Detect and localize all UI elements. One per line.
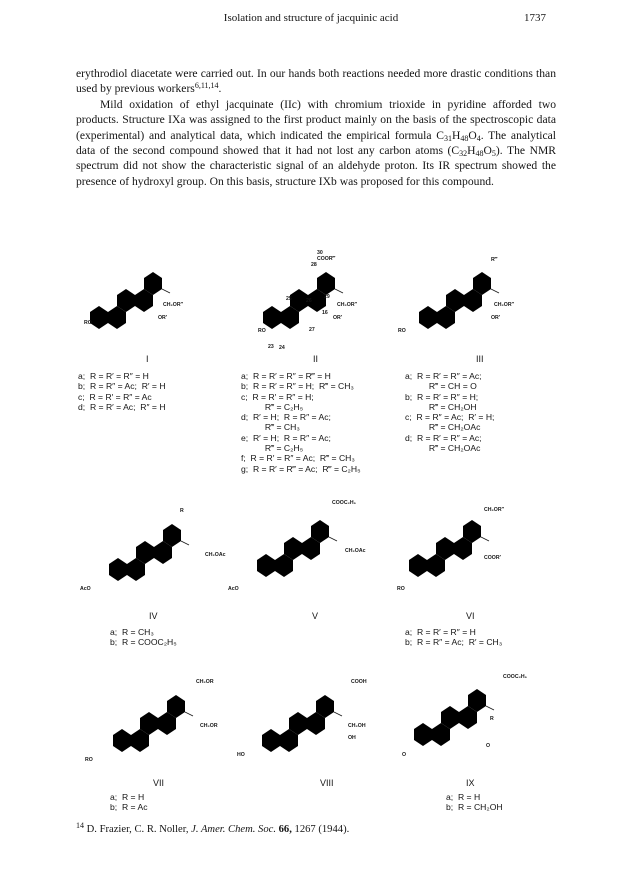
structure-VII-label-c: RO: [85, 757, 93, 763]
structure-I-label-a: CH₂OR″: [163, 302, 184, 308]
structure-II-number-26: 26: [306, 298, 312, 304]
structure-VI-label-a: CH₂OR″: [484, 507, 505, 513]
structure-VI-numeral: VI: [466, 611, 475, 621]
structure-VII: [99, 681, 249, 786]
structure-V-label-a: COOC₂H₅: [332, 500, 356, 506]
structure-IX-caption: a; R = H b; R = CH₂OH: [446, 792, 503, 813]
structure-VIII: [248, 681, 398, 786]
structure-VII-caption: a; R = H b; R = Ac: [110, 792, 148, 813]
structure-II-number-23: 23: [268, 344, 274, 350]
footnote-journal: J. Amer. Chem. Soc.: [191, 824, 276, 835]
structure-IV-caption: a; R = CH₃ b; R = COOC₂H₅: [110, 627, 177, 648]
structure-II-label-a: COOR‴: [317, 256, 336, 262]
structure-IX-label-a: COOC₂H₅: [503, 674, 527, 680]
structure-III: [405, 258, 555, 363]
structure-IX-label-d: O: [402, 752, 407, 758]
structure-IX-label-c: O: [486, 743, 491, 749]
structure-VIII-label-b: CH₂OH: [348, 723, 366, 729]
footnote-volume: 66,: [275, 824, 292, 835]
structure-I-label-b: OR′: [158, 315, 168, 321]
structure-II-number-25: 25: [286, 296, 292, 302]
paragraph-2: Mild oxidation of ethyl jacquinate (IIc) with chromium trioxide in pyridine afforded two products. Structure IXa was assigned to the first product mainly on the basis of the spectroscopic data (experimental) and analytical data, which indicated the empirical formula $C_{31}H_{48}O_4$. The analytical data of the second compound showed that it had not lost any carbon atoms $(C_{32}H_{48}O_5)$. The NMR spectrum did not show the characteristic signal of an aldehyde proton. Its IR spectrum showed the presence of hydroxyl group. On this basis, structure IXb was proposed for this compound.: [76, 97, 556, 188]
structure-VI-caption: a; R = R′ = R″ = H b; R = R″ = Ac; R′ = CH₃: [405, 627, 503, 648]
structure-II-label-b: CH₂OR″: [337, 302, 358, 308]
footnote: $^{14}$ D. Frazier, C. R. Noller, J. Amer. Chem. Soc. 66, 1267 (1944).: [76, 821, 350, 835]
structure-II-label-d: RO: [258, 328, 266, 334]
structure-II-number-28: 28: [311, 262, 317, 268]
structure-V-numeral: V: [312, 611, 319, 621]
structure-VIII-label-d: HO: [237, 752, 245, 758]
structure-VII-label-a: CH₂OR: [196, 679, 214, 685]
structure-VIII-label-c: OH: [348, 735, 356, 741]
structure-V: [243, 506, 393, 611]
running-title: Isolation and structure of jacquinic acid: [223, 12, 399, 24]
structure-II-number-24: 24: [279, 345, 285, 351]
body-text: [76, 66, 556, 189]
reference-marks: 6,11,14: [194, 81, 219, 91]
structure-I-caption: a; R = R′ = R″ = H b; R = R″ = Ac; R′ = H c; R = R′ = R″ = Ac d; R = R′ = Ac; R″ = H: [78, 371, 166, 412]
structure-IV-label-b: CH₂OAc: [205, 552, 226, 558]
structure-III-numeral: III: [476, 354, 484, 364]
structure-IV: [95, 510, 245, 615]
structure-I: [76, 258, 226, 363]
running-header: [76, 12, 546, 28]
structure-VII-numeral: VII: [153, 778, 165, 788]
structure-IX-numeral: IX: [466, 778, 475, 788]
structure-IV-numeral: IV: [149, 611, 158, 621]
structure-IX: [400, 675, 550, 780]
structure-VIII-numeral: VIII: [320, 778, 334, 788]
structure-II-numeral: II: [313, 354, 319, 364]
footnote-mark: 14: [76, 821, 84, 830]
structure-II-caption: a; R = R′ = R″ = R‴ = H b; R = R′ = R″ = H; R‴ = CH₃ c; R = R′ = R″ = H; R‴ = C₂H₅ d; R′ = H; R = R″ = Ac; R‴ = CH₃ e; R′ = H; R = R″ = Ac; R‴ = C₂H₅ f; R = R′ = R″ = Ac; R‴ = CH₃ g; R = R′ = R‴ = Ac; R‴ = C₂H₅: [241, 371, 361, 474]
structure-III-caption: a; R = R′ = R″ = Ac; R‴ = CH = O b; R = R′ = R″ = H; R‴ = CH₂OH c; R = R″ = Ac; R′ = H; R‴ = CH₂OAc d; R = R′ = R″ = Ac; R‴ = CH₂OAc: [405, 371, 495, 454]
structure-I-numeral: I: [146, 354, 149, 364]
structure-III-label-d: RO: [398, 328, 406, 334]
page-number: 1737: [524, 12, 546, 24]
structure-IX-label-b: R: [490, 716, 494, 722]
structure-II-number-29: 29: [324, 294, 330, 300]
structure-VI-label-b: COOR′: [484, 555, 501, 561]
structure-II-number-27: 27: [309, 327, 315, 333]
structure-IV-label-c: AcO: [80, 586, 91, 592]
structure-VI: [395, 506, 545, 611]
structure-III-label-a: R‴: [491, 257, 498, 263]
structure-IV-label-a: R: [180, 508, 184, 514]
structure-VIII-label-a: COOH: [351, 679, 367, 685]
structure-II-number-16: 16: [322, 310, 328, 316]
structure-V-label-b: CH₂OAc: [345, 548, 366, 554]
structure-VII-label-b: CH₂OR: [200, 723, 218, 729]
structure-I-label-c: RO: [84, 320, 92, 326]
structure-II-label-c: OR′: [333, 315, 343, 321]
structure-III-label-b: CH₂OR″: [494, 302, 515, 308]
structure-VI-label-c: RO: [397, 586, 405, 592]
structure-III-label-c: OR′: [491, 315, 501, 321]
structure-V-label-c: AcO: [228, 586, 239, 592]
structure-II-number-30: 30: [317, 250, 323, 256]
paragraph-1: erythrodiol diacetate were carried out. In our hands both reactions needed more drastic conditions than used by previous workers$^{6,11,14}$.: [76, 67, 556, 96]
